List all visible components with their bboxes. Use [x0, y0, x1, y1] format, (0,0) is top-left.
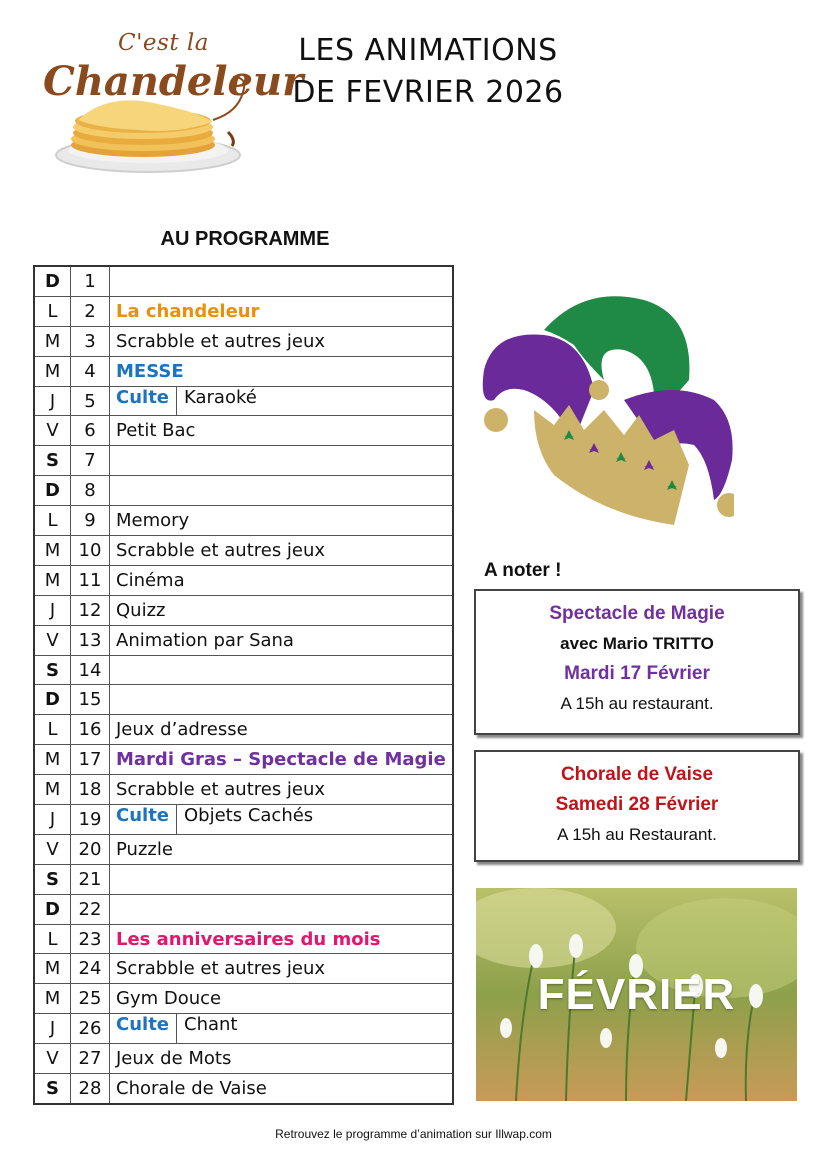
event1-title: Spectacle de Magie: [549, 603, 725, 624]
activity-label: Cinéma: [116, 569, 185, 591]
day-number: 3: [71, 326, 110, 356]
day-letter: L: [34, 296, 71, 326]
activity-label: Chorale de Vaise: [116, 1077, 267, 1099]
day-activity: [110, 446, 454, 476]
day-number: 19: [71, 805, 110, 835]
day-letter: L: [34, 506, 71, 536]
day-number: 27: [71, 1044, 110, 1074]
table-row: [34, 864, 453, 894]
event1-date: Mardi 17 Février: [564, 663, 710, 684]
day-number: 4: [71, 356, 110, 386]
program-heading: AU PROGRAMME: [160, 228, 330, 250]
day-letter: M: [34, 745, 71, 775]
day-number: 2: [71, 296, 110, 326]
table-row: [34, 655, 453, 685]
day-letter: D: [34, 685, 71, 715]
day-activity: [110, 715, 454, 745]
day-letter: S: [34, 1074, 71, 1104]
activity-label: Chant: [184, 1014, 238, 1036]
day-number: 10: [71, 536, 110, 566]
day-number: 23: [71, 924, 110, 954]
table-row: [34, 775, 453, 805]
event-box-magic: [474, 589, 800, 735]
activity-label: Les anniversaires du mois: [116, 928, 381, 950]
activity-label: MESSE: [116, 360, 184, 382]
day-letter: D: [34, 476, 71, 506]
day-letter: V: [34, 625, 71, 655]
table-row: [34, 356, 453, 386]
table-row: [34, 805, 453, 835]
table-row: [34, 476, 453, 506]
note-heading: A noter !: [484, 560, 562, 581]
day-activity: [110, 805, 454, 835]
day-number: 7: [71, 446, 110, 476]
day-number: 14: [71, 655, 110, 685]
table-row: [34, 1014, 453, 1044]
day-number: 16: [71, 715, 110, 745]
table-row: [34, 266, 453, 296]
chandeleur-logo: [38, 22, 304, 182]
day-activity: [110, 685, 454, 715]
day-letter: M: [34, 565, 71, 595]
day-activity: [110, 565, 454, 595]
day-number: 17: [71, 745, 110, 775]
table-row: [34, 296, 453, 326]
program-table: [33, 265, 454, 1105]
table-row: [34, 924, 453, 954]
event-box-choir: [474, 750, 800, 862]
activity-label: Petit Bac: [116, 420, 196, 442]
day-activity: [110, 1044, 454, 1074]
activity-label: Jeux d’adresse: [116, 719, 248, 741]
activity-label: Karaoké: [184, 386, 257, 408]
table-row: [34, 1044, 453, 1074]
activity-label: Puzzle: [116, 838, 173, 860]
table-row: [34, 506, 453, 536]
day-letter: J: [34, 595, 71, 625]
day-activity: [110, 416, 454, 446]
day-activity: [110, 775, 454, 805]
day-number: 24: [71, 954, 110, 984]
day-letter: D: [34, 894, 71, 924]
event1-subtitle: avec Mario TRITTO: [560, 634, 714, 653]
day-activity: [110, 745, 454, 775]
day-activity: [110, 506, 454, 536]
table-row: [34, 625, 453, 655]
day-number: 9: [71, 506, 110, 536]
activity-label: Scrabble et autres jeux: [116, 779, 326, 801]
table-row: [34, 1074, 453, 1104]
title-line2: DE FEVRIER 2026: [292, 75, 564, 110]
day-number: 22: [71, 894, 110, 924]
day-activity: [110, 326, 454, 356]
day-letter: V: [34, 1044, 71, 1074]
jester-hat-icon: [474, 290, 734, 530]
day-letter: J: [34, 1014, 71, 1044]
day-activity: [110, 476, 454, 506]
day-letter: M: [34, 775, 71, 805]
day-activity: [110, 356, 454, 386]
day-letter: M: [34, 536, 71, 566]
day-letter: J: [34, 386, 71, 416]
day-letter: M: [34, 326, 71, 356]
february-image: [476, 888, 797, 1101]
table-row: [34, 446, 453, 476]
day-letter: V: [34, 834, 71, 864]
day-letter: V: [34, 416, 71, 446]
table-row: [34, 386, 453, 416]
culte-label: Culte: [116, 387, 177, 416]
table-row: [34, 984, 453, 1014]
activity-label: Quizz: [116, 599, 166, 621]
day-activity: [110, 864, 454, 894]
day-number: 25: [71, 984, 110, 1014]
title-line1: LES ANIMATIONS: [298, 33, 558, 68]
table-row: [34, 894, 453, 924]
activity-label: Scrabble et autres jeux: [116, 330, 326, 352]
day-number: 18: [71, 775, 110, 805]
table-row: [34, 536, 453, 566]
event2-title: Chorale de Vaise: [560, 764, 714, 785]
day-letter: M: [34, 954, 71, 984]
day-letter: M: [34, 984, 71, 1014]
day-activity: [110, 266, 454, 296]
day-letter: S: [34, 864, 71, 894]
day-activity: [110, 834, 454, 864]
culte-label: Culte: [116, 805, 177, 834]
day-letter: D: [34, 266, 71, 296]
day-activity: [110, 1014, 454, 1044]
day-letter: J: [34, 805, 71, 835]
day-activity: [110, 595, 454, 625]
activity-label: Objets Cachés: [184, 805, 314, 827]
day-letter: S: [34, 446, 71, 476]
table-row: [34, 834, 453, 864]
day-letter: L: [34, 924, 71, 954]
day-activity: [110, 536, 454, 566]
day-number: 11: [71, 565, 110, 595]
day-number: 15: [71, 685, 110, 715]
activity-label: Scrabble et autres jeux: [116, 539, 326, 561]
event2-time: A 15h au Restaurant.: [557, 825, 717, 844]
activity-label: Mardi Gras – Spectacle de Magie: [116, 749, 446, 771]
day-activity: [110, 954, 454, 984]
table-row: [34, 715, 453, 745]
culte-label: Culte: [116, 1014, 177, 1043]
day-number: 1: [71, 266, 110, 296]
footer-text: Retrouvez le programme d’animation sur Illwap.com: [275, 1127, 552, 1141]
february-label: FÉVRIER: [537, 970, 736, 1019]
day-activity: [110, 894, 454, 924]
table-row: [34, 745, 453, 775]
table-row: [34, 326, 453, 356]
table-row: [34, 565, 453, 595]
activity-label: La chandeleur: [116, 300, 260, 322]
day-number: 28: [71, 1074, 110, 1104]
day-activity: [110, 1074, 454, 1104]
logo-line1: C'est la: [118, 30, 209, 56]
page-title: [278, 30, 578, 114]
day-number: 8: [71, 476, 110, 506]
day-activity: [110, 625, 454, 655]
logo-line2: Chandeleur: [43, 58, 304, 105]
day-number: 20: [71, 834, 110, 864]
day-activity: [110, 386, 454, 416]
table-row: [34, 685, 453, 715]
day-activity: [110, 924, 454, 954]
day-letter: L: [34, 715, 71, 745]
table-row: [34, 416, 453, 446]
day-number: 5: [71, 386, 110, 416]
day-number: 6: [71, 416, 110, 446]
activity-label: Animation par Sana: [116, 629, 294, 651]
activity-label: Gym Douce: [116, 988, 222, 1010]
day-letter: M: [34, 356, 71, 386]
activity-label: Memory: [116, 510, 190, 532]
event2-date: Samedi 28 Février: [555, 794, 719, 815]
day-activity: [110, 296, 454, 326]
table-row: [34, 954, 453, 984]
activity-label: Jeux de Mots: [116, 1048, 232, 1070]
day-activity: [110, 655, 454, 685]
day-number: 12: [71, 595, 110, 625]
day-activity: [110, 984, 454, 1014]
day-number: 21: [71, 864, 110, 894]
day-number: 26: [71, 1014, 110, 1044]
day-number: 13: [71, 625, 110, 655]
activity-label: Scrabble et autres jeux: [116, 958, 326, 980]
event1-time: A 15h au restaurant.: [560, 694, 714, 713]
table-row: [34, 595, 453, 625]
day-letter: S: [34, 655, 71, 685]
